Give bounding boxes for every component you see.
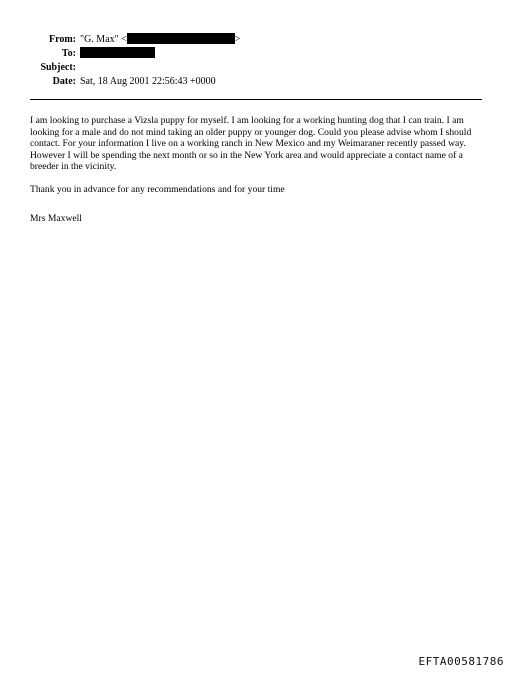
date-label: Date:: [52, 76, 76, 87]
redaction-box: [127, 33, 235, 44]
from-label: From:: [48, 34, 76, 45]
document-id: EFTA00581786: [418, 655, 504, 668]
email-body: [30, 115, 488, 236]
subject-label: Subject:: [40, 62, 76, 73]
to-value: [80, 47, 155, 60]
date-value: Sat, 18 Aug 2001 22:56:43 +0000: [80, 76, 216, 87]
header-divider: [30, 99, 482, 100]
from-close: >: [234, 34, 241, 45]
signature: Mrs Maxwell: [30, 213, 82, 224]
body-paragraph: I am looking to purchase a Vizsla puppy for myself. I am looking for a working hunting dog that I can train. I am looking for a male and do not mind taking an older puppy or younger dog. Could you please advise whom I should contact. For your information I live on a working ranch in New Mexico and my Weimaraner recently passed way. However I will be spending the next month or so in the New York area and would appreciate a contact name of a breeder in the vicinity.: [30, 115, 472, 172]
redaction-box: [80, 47, 155, 58]
to-label: To:: [61, 48, 76, 59]
body-paragraph: Thank you in advance for any recommendations and for your time: [30, 183, 285, 195]
from-value: [80, 33, 241, 46]
from-name: "G. Max" <: [80, 34, 127, 45]
